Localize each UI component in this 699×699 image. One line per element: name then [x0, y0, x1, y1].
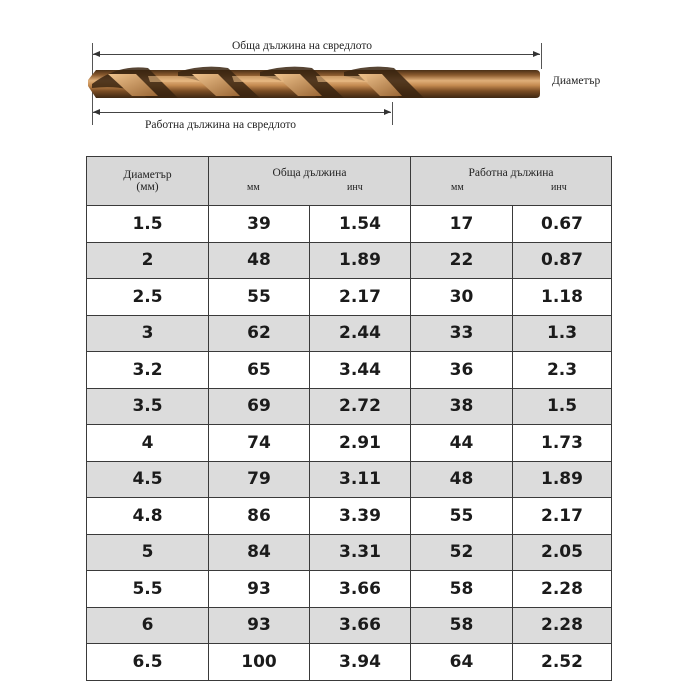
cell-total-mm: 48	[209, 242, 310, 279]
table-row	[87, 279, 612, 316]
working-length-arrow	[93, 112, 391, 113]
cell-total-mm: 93	[209, 607, 310, 644]
cell-working-mm: 33	[411, 315, 513, 352]
cell-diameter: 1.5	[87, 206, 209, 243]
working-length-right-tick	[392, 102, 393, 125]
cell-total-mm: 100	[209, 644, 310, 681]
cell-total-inch: 1.54	[310, 206, 411, 243]
cell-diameter: 3	[87, 315, 209, 352]
total-length-arrow	[93, 54, 540, 55]
cell-total-inch: 3.11	[310, 461, 411, 498]
cell-total-inch: 2.44	[310, 315, 411, 352]
diameter-label: Диаметър	[552, 75, 601, 87]
header-working-inch: инч	[551, 182, 567, 193]
cell-total-mm: 65	[209, 352, 310, 389]
cell-total-mm: 84	[209, 534, 310, 571]
cell-working-inch: 2.05	[513, 534, 612, 571]
cell-total-inch: 3.66	[310, 571, 411, 608]
cell-working-mm: 64	[411, 644, 513, 681]
cell-diameter: 3.5	[87, 388, 209, 425]
cell-working-inch: 2.28	[513, 607, 612, 644]
cell-working-inch: 1.73	[513, 425, 612, 462]
drill-specs-table	[86, 156, 612, 681]
table-row	[87, 461, 612, 498]
table-row	[87, 534, 612, 571]
cell-working-inch: 2.52	[513, 644, 612, 681]
drill-bit-icon	[88, 62, 540, 102]
working-length-label: Работна дължина на свредлото	[145, 119, 297, 131]
cell-working-mm: 55	[411, 498, 513, 535]
table-row	[87, 498, 612, 535]
header-total-length	[209, 157, 411, 206]
cell-working-mm: 38	[411, 388, 513, 425]
cell-working-mm: 17	[411, 206, 513, 243]
cell-working-mm: 48	[411, 461, 513, 498]
cell-total-mm: 86	[209, 498, 310, 535]
cell-total-mm: 74	[209, 425, 310, 462]
total-length-right-tick	[541, 43, 542, 69]
cell-diameter: 6.5	[87, 644, 209, 681]
cell-working-mm: 58	[411, 607, 513, 644]
cell-diameter: 2	[87, 242, 209, 279]
cell-total-inch: 2.72	[310, 388, 411, 425]
cell-total-mm: 55	[209, 279, 310, 316]
cell-working-inch: 1.18	[513, 279, 612, 316]
table-row	[87, 571, 612, 608]
drill-dimension-diagram	[0, 0, 699, 150]
cell-total-inch: 3.31	[310, 534, 411, 571]
cell-total-mm: 62	[209, 315, 310, 352]
cell-working-mm: 58	[411, 571, 513, 608]
cell-working-inch: 2.28	[513, 571, 612, 608]
cell-working-inch: 1.89	[513, 461, 612, 498]
header-working-mm: мм	[451, 182, 464, 193]
cell-diameter: 5	[87, 534, 209, 571]
table-row	[87, 315, 612, 352]
header-diameter	[87, 157, 209, 206]
cell-diameter: 6	[87, 607, 209, 644]
cell-working-mm: 44	[411, 425, 513, 462]
table-row	[87, 425, 612, 462]
cell-working-mm: 30	[411, 279, 513, 316]
header-total-mm: мм	[247, 182, 260, 193]
cell-diameter: 4.8	[87, 498, 209, 535]
cell-total-inch: 1.89	[310, 242, 411, 279]
cell-total-mm: 69	[209, 388, 310, 425]
cell-diameter: 4	[87, 425, 209, 462]
header-working-length	[411, 157, 612, 206]
header-total-inch: инч	[347, 182, 363, 193]
table-row	[87, 206, 612, 243]
cell-total-inch: 3.66	[310, 607, 411, 644]
cell-total-inch: 2.17	[310, 279, 411, 316]
cell-working-mm: 52	[411, 534, 513, 571]
cell-total-mm: 39	[209, 206, 310, 243]
cell-working-inch: 1.5	[513, 388, 612, 425]
cell-working-mm: 36	[411, 352, 513, 389]
cell-total-inch: 3.39	[310, 498, 411, 535]
cell-working-inch: 2.3	[513, 352, 612, 389]
cell-total-inch: 2.91	[310, 425, 411, 462]
cell-diameter: 2.5	[87, 279, 209, 316]
cell-working-inch: 1.3	[513, 315, 612, 352]
cell-working-mm: 22	[411, 242, 513, 279]
cell-total-mm: 93	[209, 571, 310, 608]
header-diameter-unit: (мм)	[136, 181, 159, 193]
cell-working-inch: 0.67	[513, 206, 612, 243]
header-diameter-label: Диаметър	[123, 169, 172, 181]
cell-total-inch: 3.94	[310, 644, 411, 681]
cell-working-inch: 2.17	[513, 498, 612, 535]
table-row	[87, 644, 612, 681]
cell-diameter: 5.5	[87, 571, 209, 608]
header-working-length-label: Работна дължина	[468, 167, 554, 179]
cell-total-inch: 3.44	[310, 352, 411, 389]
total-length-label: Обща дължина на свредлото	[232, 40, 372, 52]
table-row	[87, 352, 612, 389]
table-row	[87, 388, 612, 425]
header-total-length-label: Обща дължина	[272, 167, 347, 179]
cell-total-mm: 79	[209, 461, 310, 498]
cell-diameter: 4.5	[87, 461, 209, 498]
table-row	[87, 607, 612, 644]
table-header-row	[87, 157, 612, 206]
table-row	[87, 242, 612, 279]
cell-working-inch: 0.87	[513, 242, 612, 279]
cell-diameter: 3.2	[87, 352, 209, 389]
